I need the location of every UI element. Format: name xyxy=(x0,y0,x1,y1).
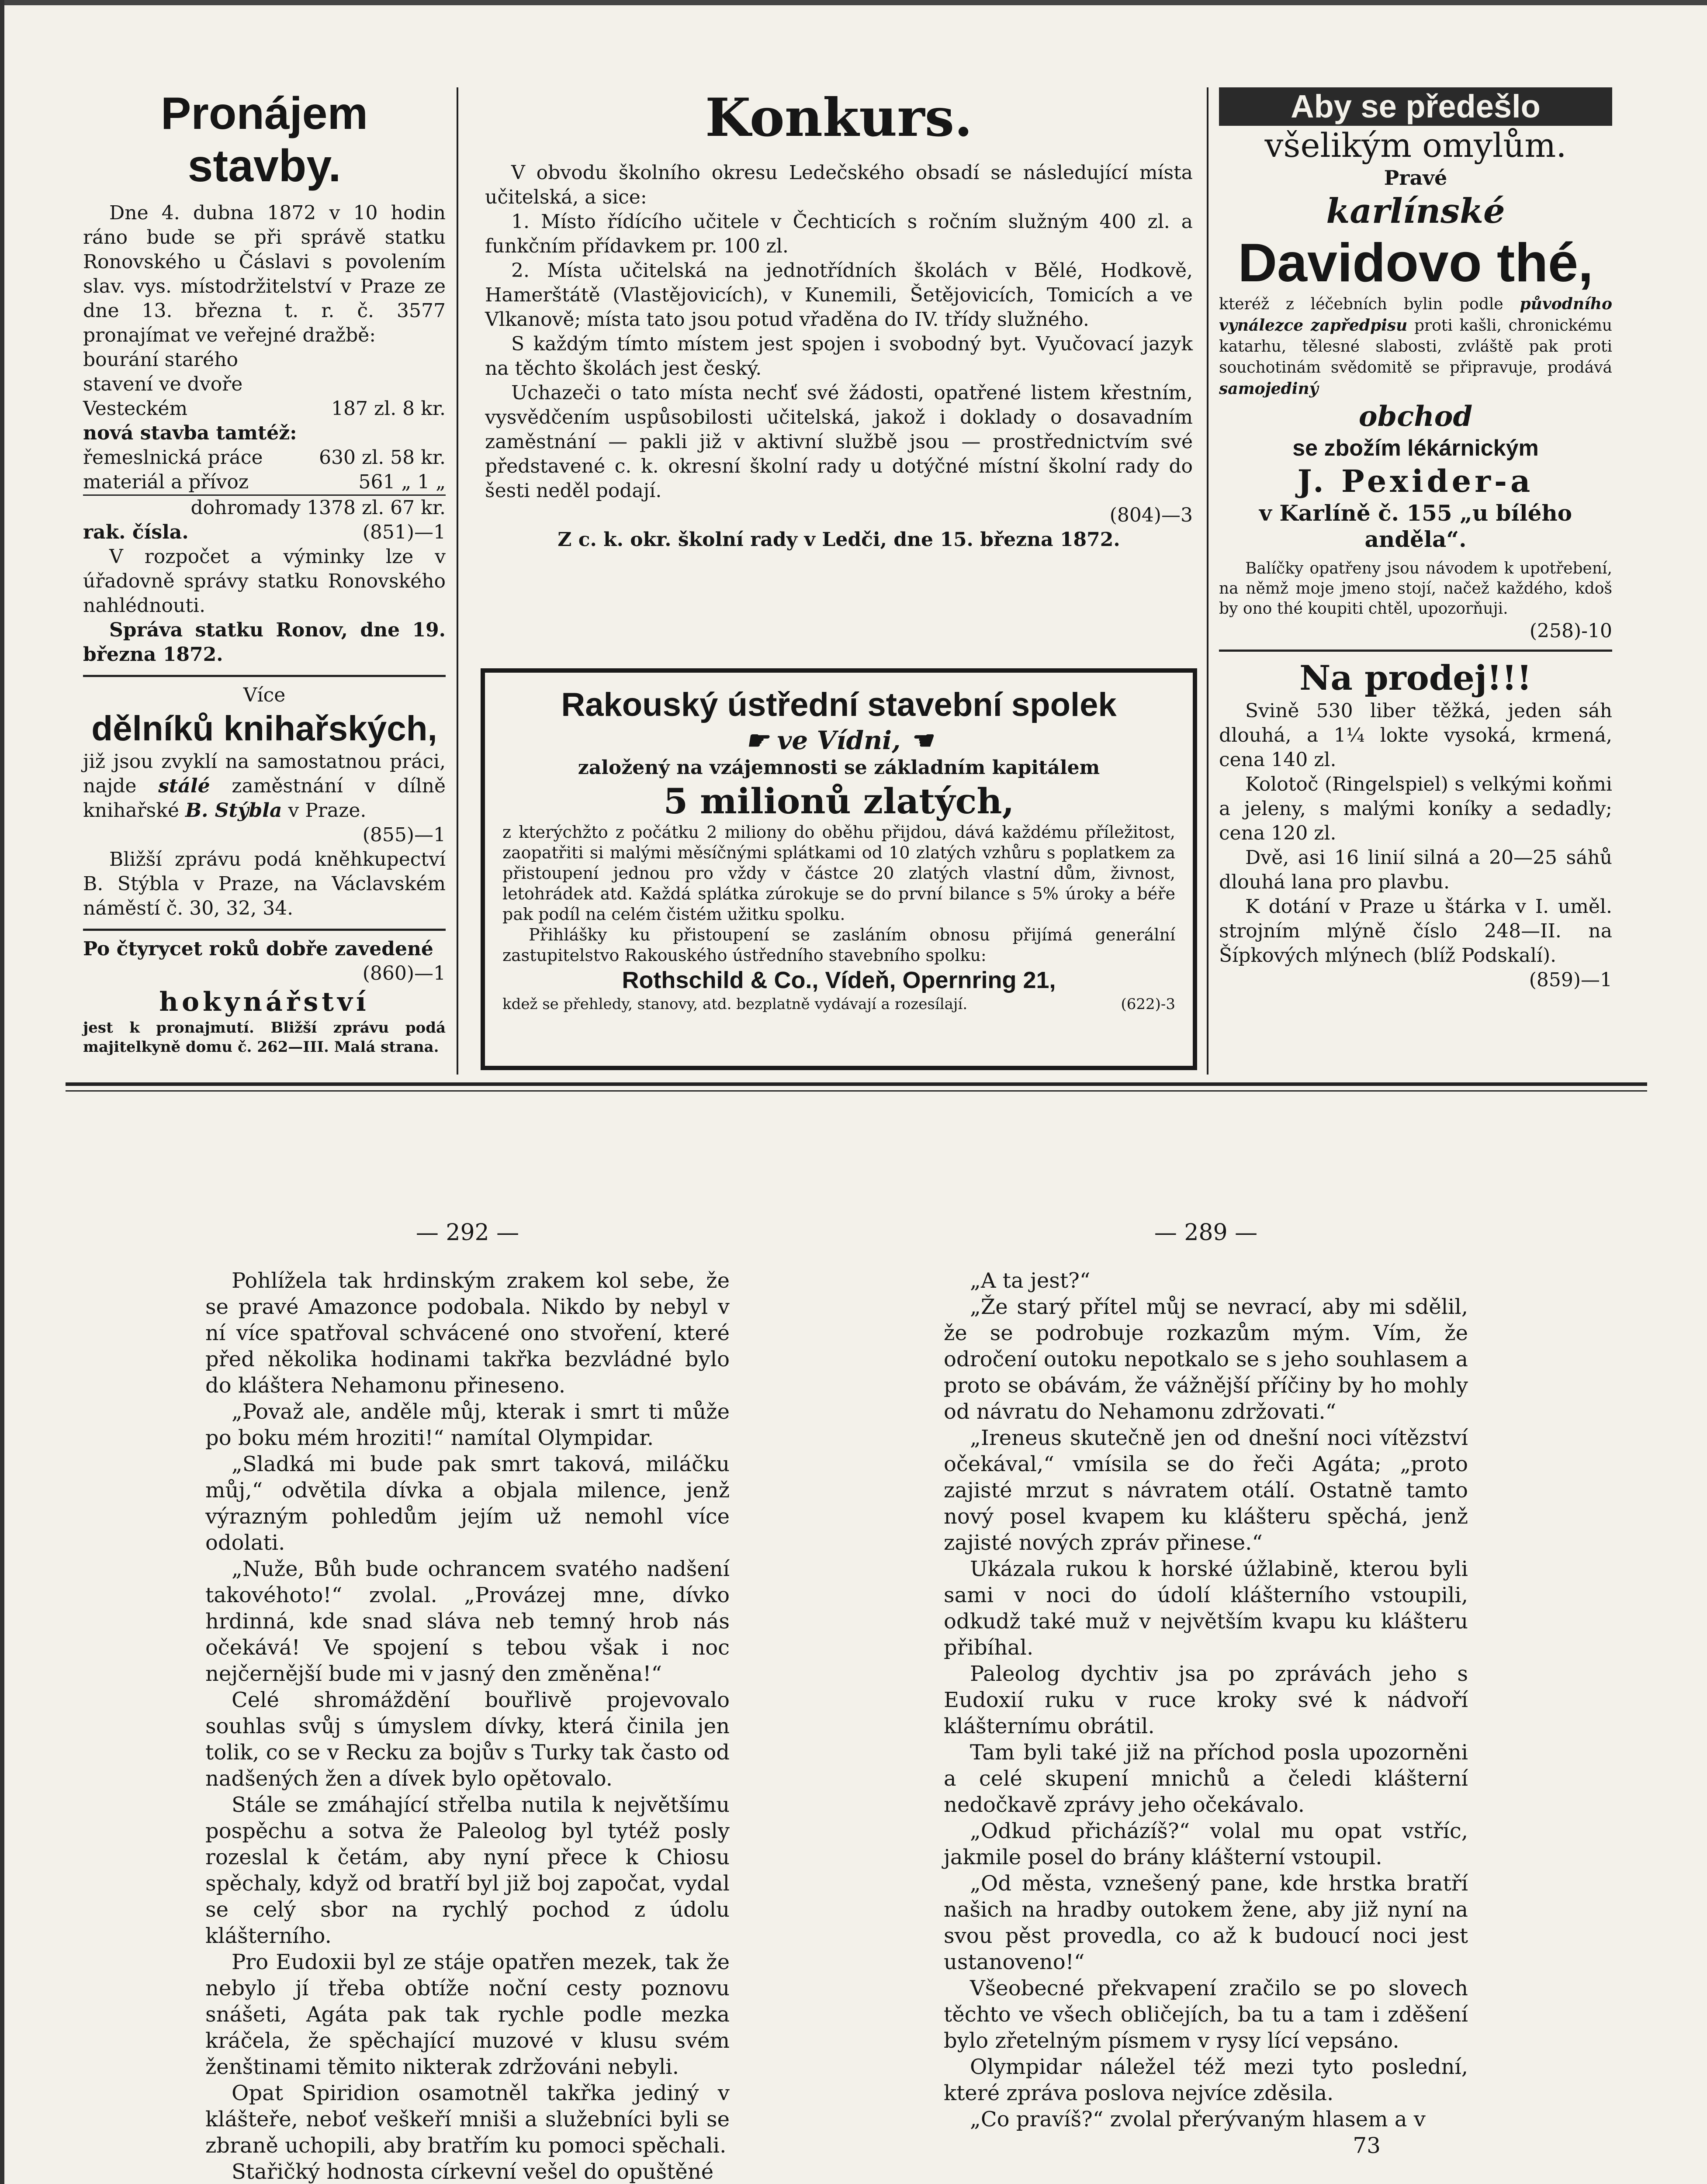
story-paragraph: „A ta jest?“ xyxy=(970,1268,1091,1293)
ad-paragraph: Svině 530 liber těžká, jeden sáh dlouhá, a 1¼ lokte vysoká, krmená, cena 140 zl. xyxy=(1219,700,1612,771)
divider xyxy=(83,675,446,677)
ad-karlinske: karlínské xyxy=(1326,191,1505,231)
box-title: Rakouský ústřední stavební spolek xyxy=(561,686,1117,723)
page-number: — 289 — xyxy=(1154,1220,1258,1246)
story-paragraph: Pohlížela tak hrdinským zrakem kol sebe, že se pravé Amazonce podobala. Nikdo by nebyl v ní více spatřoval schvácené ono stvoření, které před několika hodinami takřka bezvládné bylo do kláštera Nehamonu přineseno. xyxy=(205,1268,730,1398)
story-paragraph: Tam byli také již na příchod posla upozorněni a celé skupení mnichů a čeledi klášterní nedočkavě zprávy jeho očekávalo. xyxy=(944,1740,1468,1817)
ad-title-hokynarstvi: hokynářství xyxy=(159,987,370,1017)
ad-small-heading: Více xyxy=(243,684,286,706)
ad-paragraph: V obvodu školního okresu Ledečského obsadí se následující místa učitelská, a sice: xyxy=(485,162,1193,208)
ad-paragraph: 1. Místo řídícího učitele v Čechticích s ročním služným 400 zl. a funkčním přídavkem pr. 100 zl. xyxy=(485,211,1193,257)
ad-paragraph: Dvě, asi 16 linií silná a 20—25 sáhů dlouhá lana pro plavbu. xyxy=(1219,847,1612,893)
story-paragraph: Ukázala rukou k horské úžlabině, kterou byli sami v noci do údolí klášterního vstoupili, odkudž také muž v největším kvapu ku klášteru přibíhal. xyxy=(944,1557,1468,1660)
ad-subtitle: všelikým omylům. xyxy=(1264,126,1567,165)
right-column xyxy=(1219,87,1612,992)
story-paragraph: „Ireneus skutečně jen od dnešní noci vítězství očekával,“ vmísila se do řeči Agáta; „proto zajisté mrzut s návratem otálí. Ostatně tamto nový posel kvapem ku klášteru spěchá, jenž zajisté nových zpráv přinese.“ xyxy=(944,1426,1468,1555)
ad-pexider: J. Pexider-a xyxy=(1297,463,1534,499)
ad-title-konkurs: Konkurs. xyxy=(705,87,973,149)
story-paragraph: „Odkud přicházíš?“ volal mu opat vstříc, jakmile posel do brány klášterní vstoupil. xyxy=(944,1819,1468,1870)
ad-code: (859)—1 xyxy=(1529,969,1612,991)
ad-title-na-prodej: Na prodej!!! xyxy=(1299,658,1532,698)
ad-small-heading: Pravé xyxy=(1384,166,1447,190)
box-address: Rothschild & Co., Vídeň, Opernring 21, xyxy=(622,967,1056,993)
story-paragraph: „Nuže, Bůh bude ochrancem svatého nadšení takovéhoto!“ zvolal. „Provázej mne, dívko hrdinná, kde snad sláva neb temný hrob nás očekává! Ve spojení s tebou však i noc nejčernější bude mi v jasný den změněna!“ xyxy=(205,1557,730,1686)
column-divider-1 xyxy=(457,87,458,1075)
pointing-hand-icon: ☛ xyxy=(745,726,769,755)
ad-signature: Správa statku Ronov, dne 19. března 1872. xyxy=(83,619,446,666)
story-paragraph: „Co pravíš?“ zvolal přerývaným hlasem a v xyxy=(970,2107,1426,2132)
box-capital: 5 milionů zlatých, xyxy=(663,781,1015,822)
story-paragraph: Olympidar náležel též mezi tyto poslední, které zpráva poslova nejvíce zděsila. xyxy=(944,2055,1468,2105)
middle-column xyxy=(485,87,1193,552)
ad-title-delniku: dělníků knihařských, xyxy=(91,709,437,748)
pointing-hand-icon: ☚ xyxy=(909,726,932,755)
ad-paragraph: Kolotoč (Ringelspiel) s velkými koňmi a jeleny, s malými koníky a sedadly; cena 120 zl. xyxy=(1219,773,1612,844)
ad-title-pronajem: Pronájem stavby. xyxy=(161,88,368,191)
story-page-right xyxy=(944,1219,1468,2159)
story-paragraph: Celé shromáždění bouřlivě projevovalo souhlas svůj s úmyslem dívky, která činila jen tolik, co se v Recku za bojův s Turky tak často od nadšených žen a dívek bylo opětovalo. xyxy=(205,1688,730,1791)
box-paragraph: Přihlášky ku přistoupení se zasláním obnosu přijímá generální zastupitelstvo Rakouského ústředního stavebního spolku: xyxy=(502,925,1175,965)
ad-address: v Karlíně č. 155 „u bílého anděla“. xyxy=(1259,500,1572,552)
story-paragraph: „Že starý přítel můj se nevrací, aby mi sdělil, že se podrobuje rozkazům mým. Vím, že odročení outoku nepotkalo se s jeho souhlasem a proto se obávám, že vážnější příčiny by ho mohly od návratu do Nehamonu zdržovati.“ xyxy=(944,1295,1468,1424)
item-heading: nová stavba tamtéž: xyxy=(83,422,297,444)
ad-signature: Z c. k. okr. školní rady v Ledči, dne 15. března 1872. xyxy=(557,529,1120,551)
story-paragraph: Stále se zmáhající střelba nutila k největšímu pospěchu a sotva že Paleolog byl tytéž posly rozeslal k četám, aby nyní přece k Chiosu spěchaly, když od bratří byl již boj započat, vydal se celý sbor na rychlý pochod z údolu klášterního. xyxy=(205,1793,730,1948)
signature-mark: 73 xyxy=(1353,2133,1381,2158)
left-column xyxy=(83,87,446,1057)
section-bottom-rule xyxy=(66,1082,1647,1086)
ad-code: (258)-10 xyxy=(1529,620,1612,642)
ad-paragraph: 2. Místa učitelská na jednotřídních školách v Bělé, Hodkově, Hamerštátě (Vlastějovicích), v Kunemili, Šetějovicích, Tomicích a ve Vlkanově; místa tato jsou potud vřaděna do IV. třídy služného. xyxy=(485,259,1193,331)
story-paragraph: Pro Eudoxii byl ze stáje opatřen mezek, tak že nebylo jí třeba obtíže noční cesty poznovu snášeti, Agáta pak tak rychle podle mezka kráčela, že spěchající muzové v klusu svém ženštinami těmito nikterak zdržováni nebyli. xyxy=(205,1950,730,2079)
story-paragraph: „Od města, vznešený pane, kde hrstka bratří našich na hradby outokem žene, aby již nyní na svou pěst provedla, co až k budoucí noci jest ustanoveno!“ xyxy=(944,1871,1468,1974)
ad-paragraph: V rozpočet a výminky lze v úřadovně správy statku Ronovského nahlédnouti. xyxy=(83,546,446,617)
ad-paragraph: Balíčky opatřeny jsou návodem k upotřebení, na němž moje jmeno stojí, načež každého, kdoš by ono thé koupiti chtěl, upozorňuji. xyxy=(1219,560,1612,618)
item-row: materiál a přívoz 561 „ 1 „ xyxy=(83,470,446,496)
divider xyxy=(83,929,446,931)
box-paragraph: z kterýchžto z počátku 2 miliony do oběhu přijdou, dává každému příležitost, zaopatřiti si malými měsíčnými splátkami od 10 zlatých vzhůru s poplatkem za přistoupení jednou pro vždy v částce 20 zlatých vlastní dům, živnost, letohrádek atd. Každá splátka zúrokuje se do první bilance s 5% úroky a béře pak podíl na celém čistém užitku spolku. xyxy=(502,822,1175,924)
item-row: bourání starého stavení ve dvoře Vesteckém 187 zl. 8 kr. xyxy=(83,349,446,420)
section-bottom-rule-thin xyxy=(66,1090,1647,1092)
page-number: — 292 — xyxy=(415,1220,519,1246)
story-paragraph: „Považ ale, anděle můj, kterak i smrt ti může po boku mém hroziti!“ namítal Olympidar. xyxy=(205,1400,730,1450)
story-paragraph: Stařičký hodnosta církevní vešel do opuštěné xyxy=(232,2160,714,2184)
story-paragraph: Opat Spiridion osamotněl takřka jediný v klášteře, neboť veškeří mniši a služebníci byli se zbraně uchopili, aby bratřím ku pomoci spěchali. xyxy=(205,2081,730,2158)
box-city: ☛ ve Vídni, ☚ xyxy=(745,726,932,755)
ad-title-davidovo: Davidovo thé, xyxy=(1238,233,1593,293)
column-divider-2 xyxy=(1207,87,1208,1075)
ad-paragraph: Uchazeči o tato místa nechť své žádosti, opatřené listem křestním, vysvědčením uspůsobilosti učitelská, jakož i doklady o dosavadním zaměstnání — pakli již v aktivní službě jsou — prostřednictvím své představené c. k. okresní školní rady u dotýčné místní školní rady do šesti neděl podají. xyxy=(485,382,1193,502)
box-footer: kdež se přehledy, stanovy, atd. bezplatně vydávají a rozesílají. (622)-3 xyxy=(502,995,1175,1013)
ad-obchod: obchod xyxy=(1358,400,1473,433)
ad-line: se zbožím lékárnickým xyxy=(1292,435,1539,461)
story-paragraph: „Sladká mi bude pak smrt taková, miláčku můj,“ odvětila dívka a objala milence, jenž výrazným pohledům jejím už nemohl více odolati. xyxy=(205,1452,730,1555)
ad-paragraph: S každým tímto místem jest spojen i svobodný byt. Vyučovací jazyk na těchto školách jest český. xyxy=(485,333,1193,380)
ad-paragraph: jest k pronajmutí. Bližší zprávu podá majitelkyně domu č. 262—III. Malá strana. xyxy=(83,1019,446,1056)
divider xyxy=(1219,650,1612,652)
boxed-ad-stavebni-spolek xyxy=(481,668,1197,1070)
ad-code: (804)—3 xyxy=(1109,504,1193,526)
story-paragraph: Paleolog dychtiv jsa po zprávách jeho s Eudoxií ruku v ruce kroky své k nádvoří klášternímu obrátil. xyxy=(944,1662,1468,1738)
ad-paragraph: K dotání v Praze u štárka v I. uměl. strojním mlýně číslo 248—II. na Šípkových mlýnech (blíž Podskalí). xyxy=(1219,895,1612,967)
ad-paragraph: Dne 4. dubna 1872 v 10 hodin ráno bude se při správě statku Ronovského u Čáslavi s povolením slav. vys. místodržitelství v Praze ze dne 13. března t. r. č. 3577 pronajímat ve veřejné dražbě: xyxy=(83,202,446,346)
ad-paragraph: Po čtyrycet roků dobře zavedené (860)—1 xyxy=(83,938,446,985)
story-paragraph: Všeobecné překvapení zračilo se po slovech těchto ve všech obličejích, ba tu a tam i zděšení bylo zřetelným písmem v rysy lící vepsáno. xyxy=(944,1976,1468,2053)
item-row: řemeslnická práce 630 zl. 58 kr. xyxy=(83,446,446,469)
ad-title-aby: Aby se předešlo xyxy=(1219,87,1612,126)
story-text xyxy=(944,1268,1468,2132)
story-page-left xyxy=(205,1219,730,2184)
ad-paragraph: již jsou zvyklí na samostatnou práci, najde stálé zaměstnání v dílně knihařské B. Stýbla v Praze. (855)—1 xyxy=(83,750,446,846)
box-line: založený na vzájemnosti se základním kapitálem xyxy=(578,757,1100,779)
numbers-row: rak. čísla. (851)—1 xyxy=(83,521,446,543)
ad-paragraph: Bližší zprávu podá kněhkupectví B. Stýbla v Praze, na Václavském náměstí č. 30, 32, 34. xyxy=(83,848,446,919)
story-text xyxy=(205,1268,730,2184)
left-binding-edge xyxy=(0,0,4,2184)
top-border xyxy=(0,0,1707,5)
ad-paragraph: kteréž z léčebních bylin podle původního vynálezce zapředpisu proti kašli, chronickému katarhu, tělesné slabosti, zvláště pak proti souchotinám svědomitě se připravuje, prodává samojediný xyxy=(1219,295,1612,398)
total-row: dohromady 1378 zl. 67 kr. xyxy=(190,497,446,519)
